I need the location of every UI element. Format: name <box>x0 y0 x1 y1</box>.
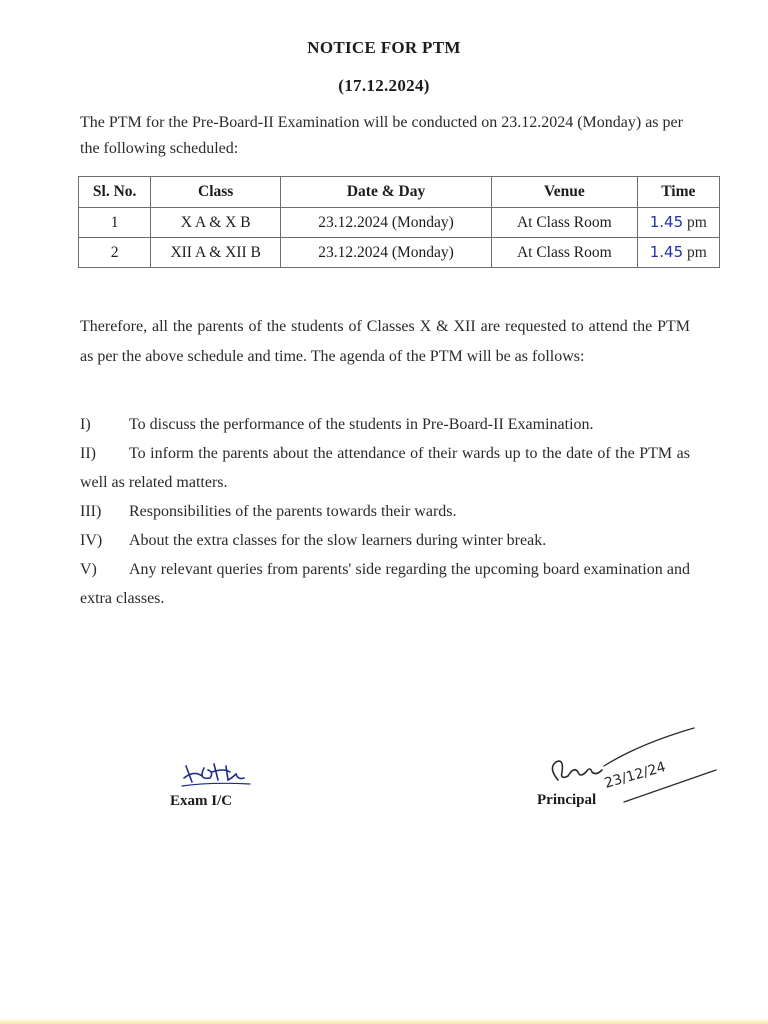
list-item <box>80 526 690 555</box>
cell-date: 23.12.2024 (Monday) <box>281 238 492 268</box>
list-item <box>80 410 690 439</box>
header-sl-no: Sl. No. <box>79 177 151 208</box>
body-paragraph: Therefore, all the parents of the students of Classes X & XII are requested to attend the PTM as per the above schedule and time. The agenda of the PTM will be as follows: <box>80 318 690 365</box>
notice-date: (17.12.2024) <box>338 76 430 95</box>
table-row <box>79 208 720 238</box>
agenda-text: Any relevant queries from parents' side regarding the upcoming board examination and extra classes. <box>80 561 690 607</box>
header-time: Time <box>637 177 719 208</box>
cell-class: X A & X B <box>151 208 281 238</box>
header-date-day: Date & Day <box>281 177 492 208</box>
time-unit: pm <box>687 244 707 261</box>
list-item <box>80 497 690 526</box>
agenda-number: V) <box>80 561 97 578</box>
notice-title: NOTICE FOR PTM <box>307 38 461 57</box>
cell-sl-no: 2 <box>79 238 151 268</box>
table-header-row <box>79 177 720 208</box>
cell-venue: At Class Room <box>492 208 638 238</box>
exam-ic-label: Exam I/C <box>170 793 233 809</box>
cell-sl-no: 1 <box>79 208 151 238</box>
time-unit: pm <box>687 214 707 231</box>
principal-date-text: 23/12/24 <box>602 759 668 792</box>
list-item <box>80 555 690 613</box>
list-item <box>80 439 690 497</box>
agenda-text: To inform the parents about the attendance of their wards up to the date of the PTM as well as related matters. <box>80 445 690 491</box>
agenda-number: II) <box>80 445 96 462</box>
table-row <box>79 238 720 268</box>
header-venue: Venue <box>492 177 638 208</box>
agenda-number: IV) <box>80 532 103 549</box>
handwritten-time: 1.45 <box>649 243 684 261</box>
agenda-text: About the extra classes for the slow learners during winter break. <box>129 532 547 549</box>
header-class: Class <box>151 177 281 208</box>
agenda-text: To discuss the performance of the students in Pre-Board-II Examination. <box>129 416 594 433</box>
agenda-list <box>80 410 690 613</box>
cell-date: 23.12.2024 (Monday) <box>281 208 492 238</box>
paper-edge <box>0 1018 768 1024</box>
intro-text: The PTM for the Pre-Board-II Examination will be conducted on 23.12.2024 (Monday) as per the following scheduled: <box>80 114 683 157</box>
agenda-text: Responsibilities of the parents towards their wards. <box>129 503 457 520</box>
cell-time <box>637 238 719 268</box>
cell-class: XII A & XII B <box>151 238 281 268</box>
exam-ic-signature <box>180 756 260 790</box>
cell-venue: At Class Room <box>492 238 638 268</box>
schedule-table <box>78 176 720 268</box>
principal-label: Principal <box>537 792 597 808</box>
agenda-number: I) <box>80 416 91 433</box>
cell-time <box>637 208 719 238</box>
handwritten-time: 1.45 <box>649 213 684 231</box>
agenda-number: III) <box>80 503 102 520</box>
